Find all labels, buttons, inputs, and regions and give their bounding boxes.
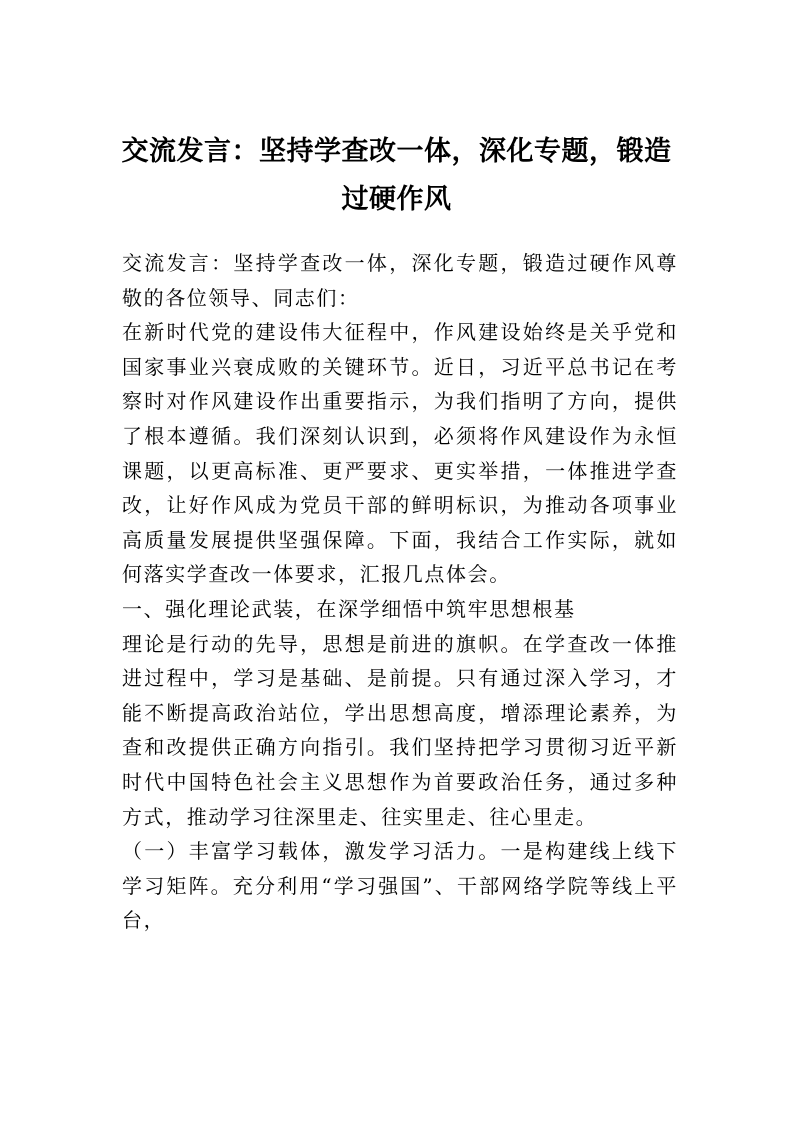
paragraph-greeting: 交流发言：坚持学查改一体，深化专题，锻造过硬作风尊敬的各位领导、同志们： xyxy=(122,251,678,310)
document-title: 交流发言：坚持学查改一体，深化专题，锻造过硬作风 xyxy=(121,136,672,215)
document-body xyxy=(122,246,678,938)
paragraph-section-1: 理论是行动的先导，思想是前进的旗帜。在学查改一体推进过程中，学习是基础、是前提。只有通过深入学习，才能不断提高政治站位，学出思想高度，增添理论素养，为查和改提供正确方向指引。我们坚持把学习贯彻习近平新时代中国特色社会主义思想作为首要政治任务，通过多种方式，推动学习往深里走、往实里走、往心里走。 xyxy=(122,631,678,829)
paragraph-intro: 在新时代党的建设伟大征程中，作风建设始终是关乎党和国家事业兴衰成败的关键环节。近日，习近平总书记在考察时对作风建设作出重要指示，为我们指明了方向，提供了根本遵循。我们深刻认识到，必须将作风建设作为永恒课题，以更高标准、更严要求、更实举措，一体推进学查改，让好作风成为党员干部的鲜明标识，为推动各项事业高质量发展提供坚强保障。下面，我结合工作实际，就如何落实学查改一体要求，汇报几点体会。 xyxy=(122,320,678,587)
paragraph-subsection-1: （一）丰富学习载体，激发学习活力。一是构建线上线下学习矩阵。充分利用“学习强国”、干部网络学院等线上平台， xyxy=(122,839,678,933)
section-heading-1: 一、强化理论武装，在深学细悟中筑牢思想根基 xyxy=(122,596,576,621)
